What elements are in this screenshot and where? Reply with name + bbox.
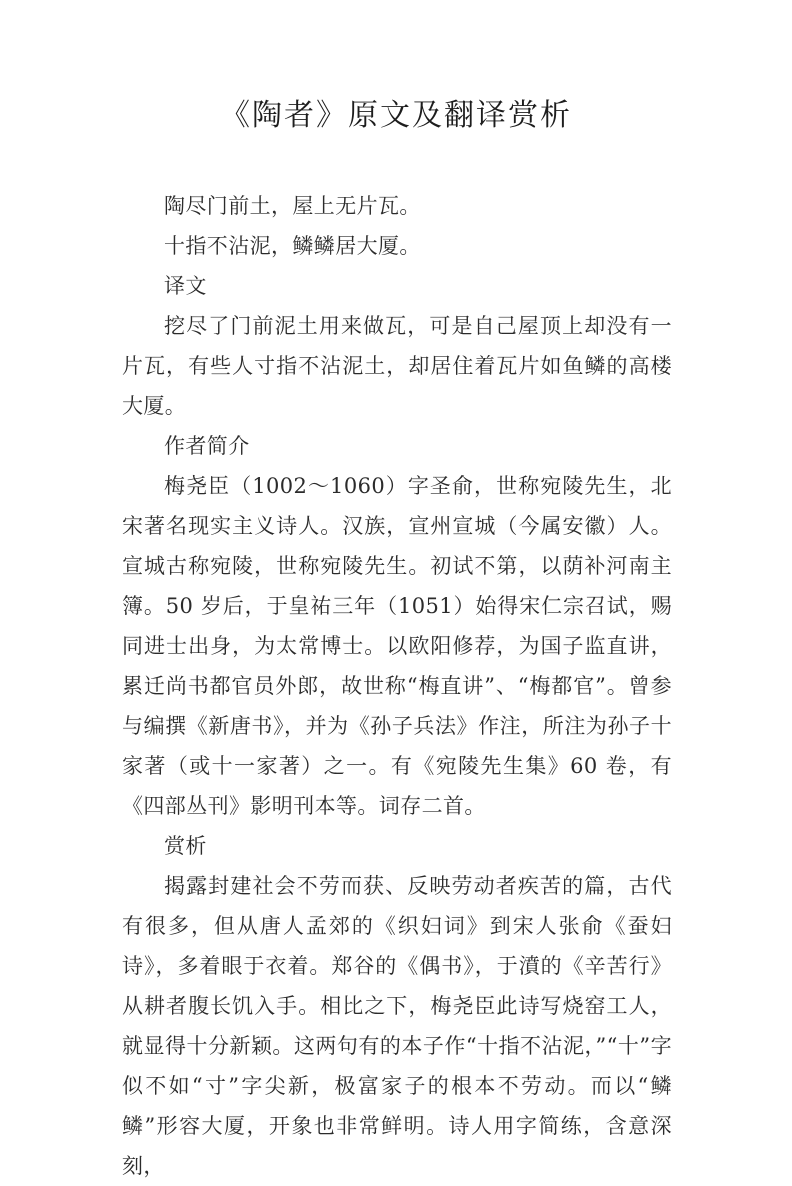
section-text-author-intro: 梅尧臣（1002～1060）字圣俞，世称宛陵先生，北宋著名现实主义诗人。汉族，宣州宣城（今属安徽）人。宣城古称宛陵，世称宛陵先生。初试不第，以荫补河南主簿。50 岁后，于皇祐三年（1051）始得宋仁宗召试，赐同进士出身，为太常博士。以欧阳修荐，为国子监直讲，累迁尚书都官员外郎，故世称“梅直讲”、“梅都官”。曾参与编撰《新唐书》，并为《孙子兵法》作注，所注为孙子十家著（或十一家著）之一。有《宛陵先生集》60 卷，有《四部丛刊》影明刊本等。词存二首。: [122, 474, 672, 818]
document-body: [122, 186, 672, 1186]
section-heading-translation: 译文: [164, 274, 207, 298]
poem-line-1: 陶尽门前土，屋上无片瓦。: [164, 194, 421, 218]
section-text-appreciation: 揭露封建社会不劳而获、反映劳动者疾苦的篇，古代有很多，但从唐人孟郊的《织妇词》到宋人张俞《蚕妇诗》，多着眼于衣着。郑谷的《偶书》，于濆的《辛苦行》从耕者腹长饥入手。相比之下，梅尧臣此诗写烧窑工人，就显得十分新颖。这两句有的本子作“十指不沾泥，”“十”字似不如“寸”字尖新，极富家子的根本不劳动。而以“鳞鳞”形容大厦，开象也非常鲜明。诗人用字简练，含意深刻，: [122, 874, 672, 1178]
poem-line-2: 十指不沾泥，鳞鳞居大厦。: [164, 234, 421, 258]
section-text-translation: 挖尽了门前泥土用来做瓦，可是自己屋顶上却没有一片瓦，有些人寸指不沾泥土，却居住着瓦片如鱼鳞的高楼大厦。: [122, 314, 672, 418]
section-heading-appreciation: 赏析: [164, 834, 207, 858]
page-title: 《陶者》原文及翻译赏析: [220, 98, 572, 133]
section-heading-author-intro: 作者简介: [164, 434, 250, 458]
